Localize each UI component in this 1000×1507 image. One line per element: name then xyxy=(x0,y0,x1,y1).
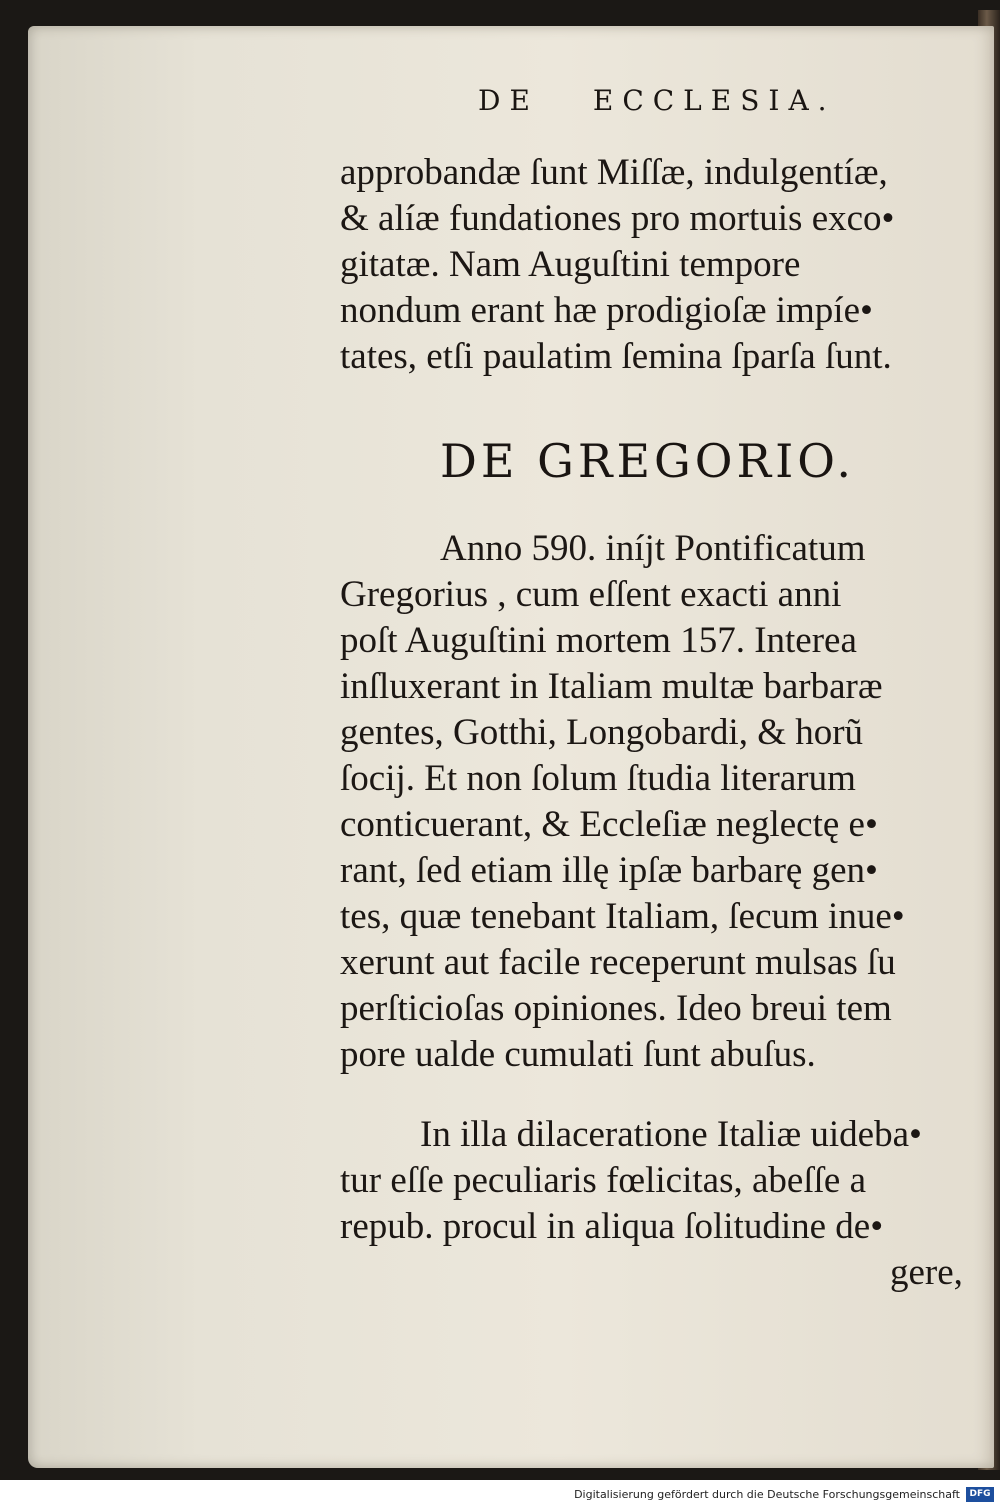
text-line: poſt Auguſtini mortem 157. Interea xyxy=(340,620,857,661)
text-line: pore ualde cumulati ſunt abuſus. xyxy=(340,1034,816,1075)
text-line: repub. procul in aliqua ſolitudine de• xyxy=(340,1206,884,1247)
running-head-right: ECCLESIA. xyxy=(592,84,836,117)
funding-credit: Digitalisierung gefördert durch die Deutsche Forschungsgemeinschaft xyxy=(574,1488,960,1501)
text-line: conticuerant, & Eccleſiæ neglectę e• xyxy=(340,804,878,845)
text-line: perſticioſas opiniones. Ideo breui tem xyxy=(340,988,892,1029)
book-page xyxy=(28,26,994,1468)
catchword: gere, xyxy=(890,1252,963,1293)
text-line: Gregorius , cum eſſent exacti anni xyxy=(340,574,842,615)
text-line: approbandæ ſunt Miſſæ, indulgentíæ, xyxy=(340,152,888,193)
text-line: gentes, Gotthi, Longobardi, & horũ xyxy=(340,712,864,753)
text-line: gitatæ. Nam Auguſtini tempore xyxy=(340,244,801,285)
text-line: tur eſſe peculiaris fœlicitas, abeſſe a xyxy=(340,1160,866,1201)
section-title: DE GREGORIO. xyxy=(440,434,855,488)
running-head xyxy=(478,84,836,117)
text-line: inſluxerant in Italiam multæ barbaræ xyxy=(340,666,883,707)
running-head-left: DE xyxy=(478,84,539,117)
text-line: & alíæ fundationes pro mortuis exco• xyxy=(340,198,895,239)
text-line: Anno 590. iníjt Pontificatum xyxy=(440,528,866,569)
text-line: tes, quæ tenebant Italiam, ſecum inue• xyxy=(340,896,905,937)
text-line: tates, etſi paulatim ſemina ſparſa ſunt. xyxy=(340,336,892,377)
dfg-logo: DFG xyxy=(966,1487,994,1502)
footer-bar xyxy=(0,1480,1000,1507)
text-line: xerunt aut facile receperunt mulsas ſu xyxy=(340,942,896,983)
text-line: rant, ſed etiam illę ipſæ barbarę gen• xyxy=(340,850,878,891)
text-line: ſocij. Et non ſolum ſtudia literarum xyxy=(340,758,856,799)
text-line: In illa dilaceratione Italiæ uideba• xyxy=(420,1114,922,1155)
text-line: nondum erant hæ prodigioſæ impíe• xyxy=(340,290,873,331)
